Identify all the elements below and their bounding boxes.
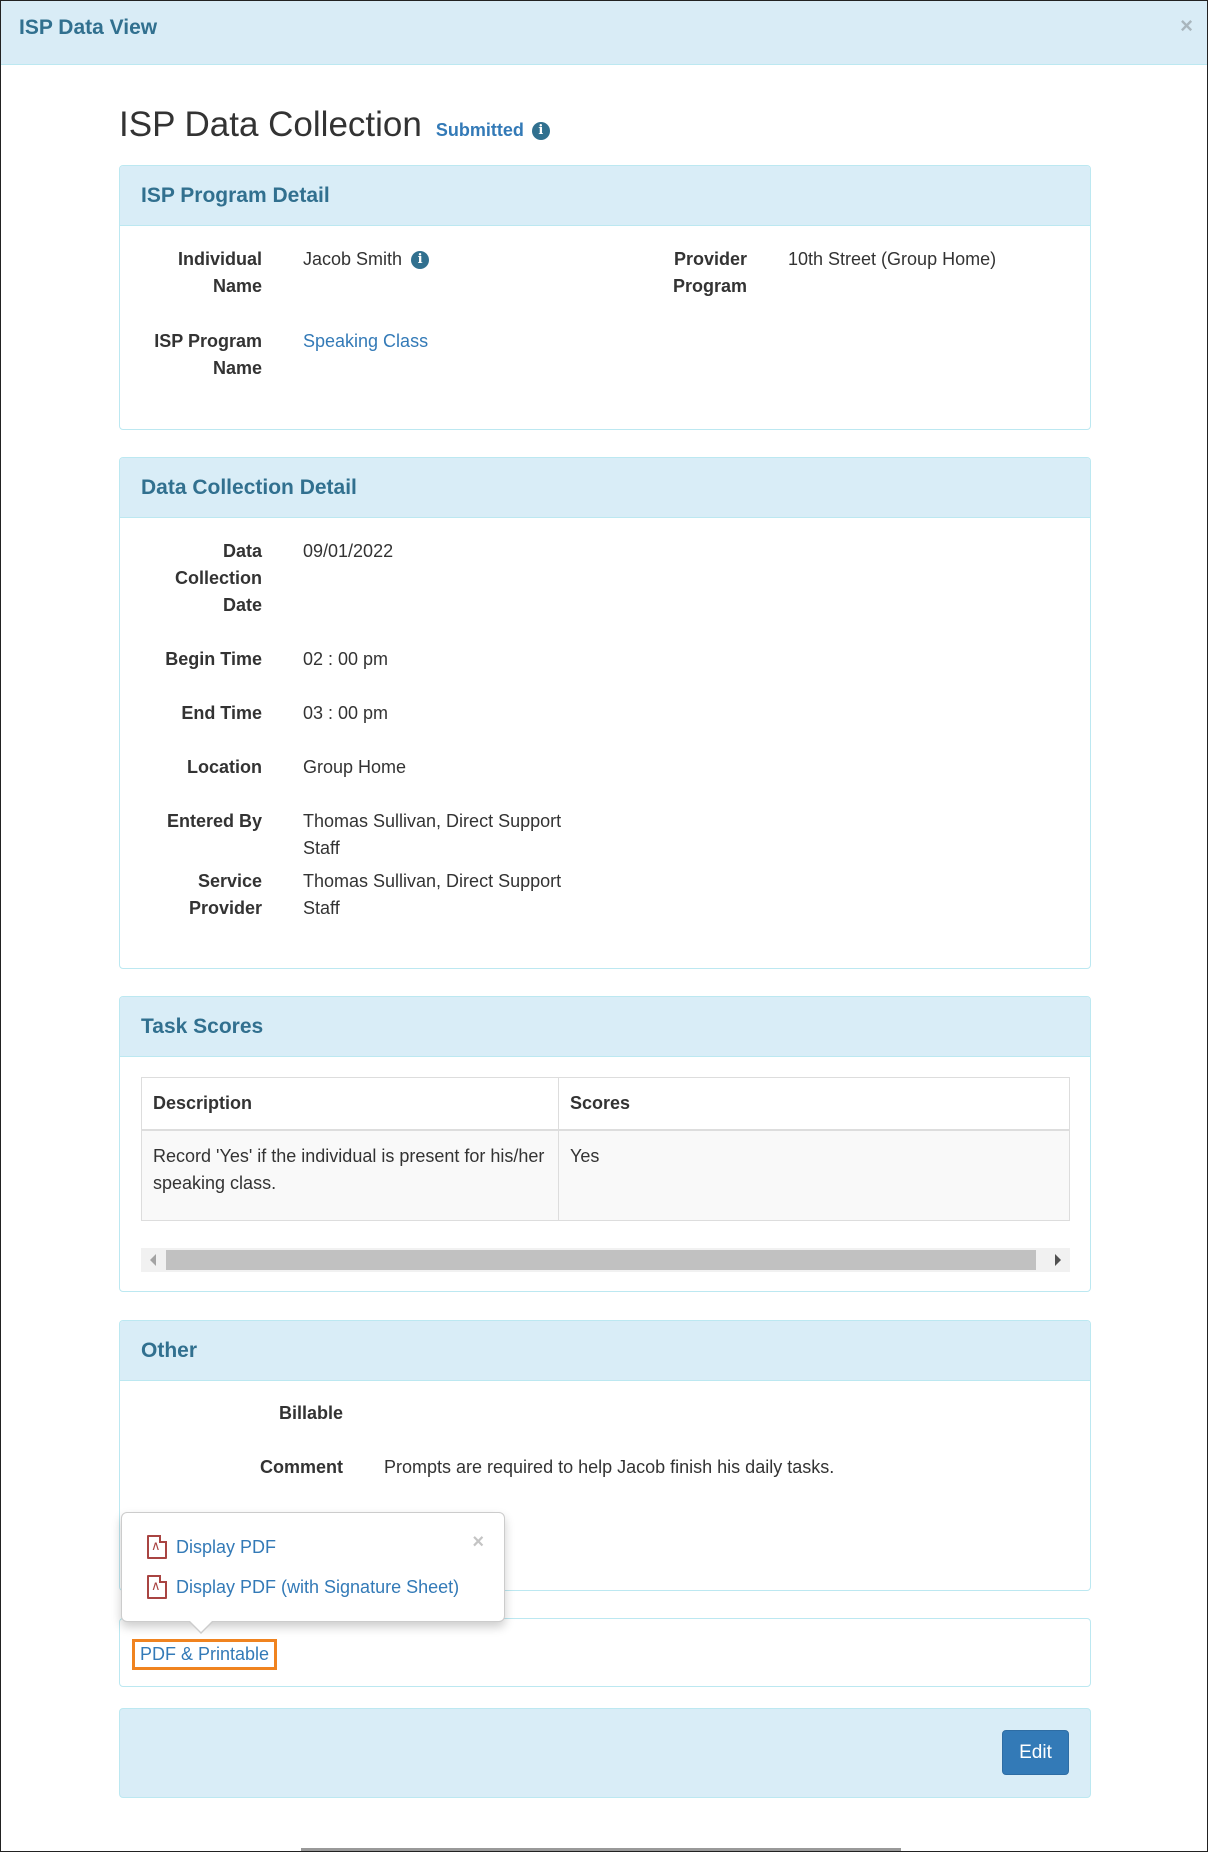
- panel-heading: Other: [120, 1321, 1090, 1381]
- field-label: Location: [187, 757, 262, 777]
- field-value: Group Home: [303, 757, 407, 777]
- status-badge: [436, 120, 550, 141]
- column-header-description: Description: [142, 1078, 559, 1131]
- display-pdf-signature-link[interactable]: [147, 1575, 459, 1599]
- pdf-file-icon: [147, 1535, 167, 1559]
- task-description: Record 'Yes' if the individual is present for his/her speaking class.: [142, 1130, 559, 1220]
- field-value: Thomas Sullivan, Direct Support Staff: [303, 871, 562, 918]
- panel-heading: Data Collection Detail: [120, 458, 1090, 518]
- isp-program-name-link[interactable]: Speaking Class: [303, 331, 429, 351]
- task-scores-table: [141, 1077, 1070, 1221]
- field-value: 09/01/2022: [303, 541, 394, 561]
- provider-program-value: 10th Street (Group Home): [788, 249, 997, 269]
- table-row: [142, 1130, 1070, 1220]
- page-title-row: [119, 105, 550, 145]
- individual-name: Jacob Smith: [303, 249, 403, 269]
- comment-label: Comment: [259, 1457, 343, 1477]
- horizontal-scrollbar[interactable]: [141, 1248, 1070, 1272]
- individual-info-icon[interactable]: i: [411, 251, 429, 269]
- close-icon[interactable]: ×: [1180, 13, 1193, 38]
- popover-arrow: [188, 1621, 214, 1634]
- data-collection-detail-panel: [119, 457, 1091, 969]
- info-icon[interactable]: i: [532, 122, 550, 140]
- pdf-printable-link[interactable]: PDF & Printable: [132, 1639, 277, 1670]
- individual-name-label: Individual Name: [177, 249, 262, 296]
- display-pdf-link[interactable]: [147, 1535, 276, 1559]
- scrollbar-thumb[interactable]: [166, 1250, 1036, 1270]
- task-score: Yes: [559, 1130, 1070, 1220]
- pdf-file-icon: [147, 1575, 167, 1599]
- printable-panel: [119, 1618, 1091, 1687]
- field-value: 03 : 00 pm: [303, 703, 389, 723]
- individual-name-value: [303, 246, 429, 273]
- page-title: ISP Data Collection: [119, 105, 422, 144]
- provider-program-label: Provider Program: [672, 249, 747, 296]
- table-header-row: [142, 1078, 1070, 1131]
- panel-heading: Task Scores: [120, 997, 1090, 1057]
- panel-heading: ISP Program Detail: [120, 166, 1090, 226]
- status-label: Submitted: [435, 120, 524, 140]
- display-pdf-signature-label: Display PDF (with Signature Sheet): [176, 1576, 460, 1597]
- isp-program-detail-panel: [119, 165, 1091, 430]
- field-label: End Time: [181, 703, 262, 723]
- page-scrollbar[interactable]: [301, 1848, 901, 1851]
- close-icon[interactable]: ×: [472, 1531, 484, 1553]
- field-label: Begin Time: [165, 649, 262, 669]
- task-scores-panel: [119, 996, 1091, 1292]
- field-label: Entered By: [166, 811, 262, 831]
- isp-program-name-label: ISP Program Name: [154, 331, 262, 378]
- modal-title: ISP Data View: [19, 16, 158, 39]
- comment-value: Prompts are required to help Jacob finish his daily tasks.: [384, 1457, 835, 1477]
- column-header-scores: Scores: [559, 1078, 1070, 1131]
- billable-label: Billable: [278, 1403, 343, 1423]
- pdf-popover: [121, 1512, 505, 1622]
- field-value: 02 : 00 pm: [303, 649, 389, 669]
- field-label: Service Provider: [188, 871, 262, 918]
- scroll-left-arrow-icon[interactable]: [150, 1254, 156, 1266]
- edit-button[interactable]: Edit: [1002, 1730, 1069, 1775]
- scroll-right-arrow-icon[interactable]: [1055, 1254, 1061, 1266]
- field-label: Data Collection Date: [174, 541, 262, 615]
- footer-panel: [119, 1708, 1091, 1798]
- display-pdf-label: Display PDF: [176, 1536, 277, 1557]
- modal-header: [1, 1, 1207, 65]
- field-value: Thomas Sullivan, Direct Support Staff: [303, 811, 562, 858]
